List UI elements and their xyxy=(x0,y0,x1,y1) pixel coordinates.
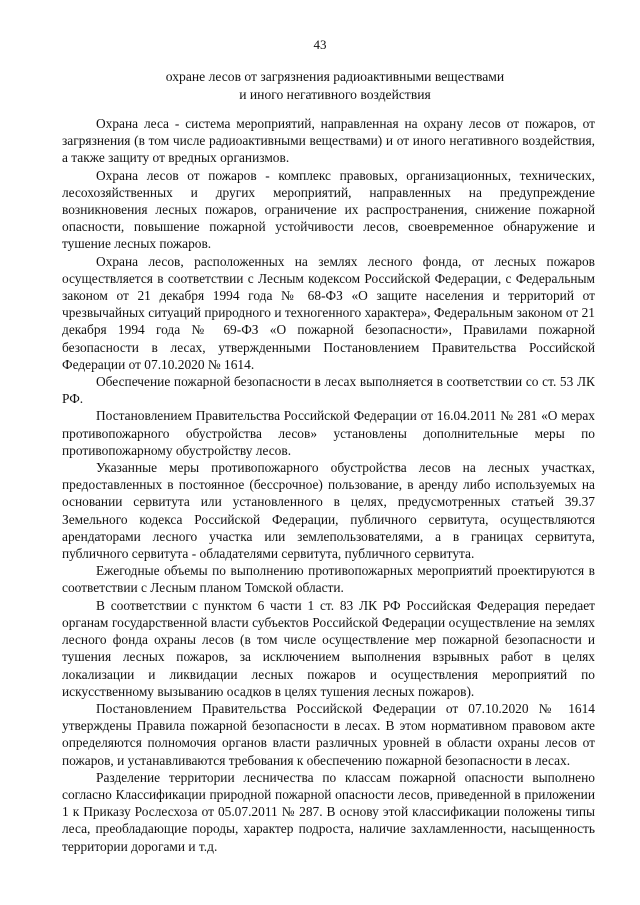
paragraph: Обеспечение пожарной безопасности в лесах выполняется в соответствии со ст. 53 ЛК РФ. xyxy=(62,374,595,407)
paragraph: Ежегодные объемы по выполнению противопожарных мероприятий проектируются в соответствии с Лесным планом Томской области. xyxy=(62,563,595,596)
section-title xyxy=(150,68,520,104)
paragraph: Разделение территории лесничества по классам пожарной опасности выполнено согласно Классификации природной пожарной опасности лесов, приведенной в приложении 1 к Приказу Рослесхоза от 05.07.2011 № 287. В основу этой классификации положены типы леса, преобладающие породы, характер подроста, наличие захламленности, насыщенность территории дорогами и т.д. xyxy=(62,769,595,854)
paragraph: Постановлением Правительства Российской Федерации от 07.10.2020 № 1614 утверждены Правила пожарной безопасности в лесах. В этом нормативном правовом акте определяются полномочия органов власти различных уровней в области охраны лесов от пожаров, и устанавливаются требования к обеспечению пожарной безопасности в лесах. xyxy=(62,700,595,768)
section-title-line: охране лесов от загрязнения радиоактивными веществами xyxy=(165,69,505,84)
paragraph: Охрана лесов от пожаров - комплекс правовых, организационных, технических, лесохозяйственных и других мероприятий, направленных на предупреждение возникновения лесных пожаров, ограничение их распространения, снижение пожарной опасности, повышение пожарной устойчивости лесов, своевременное обнаружение и тушение лесных пожаров. xyxy=(62,167,595,252)
paragraph: Охрана лесов, расположенных на землях лесного фонда, от лесных пожаров осуществляется в соответствии с Лесным кодексом Российской Федерации, с Федеральным законом от 21 декабря 1994 года № 68-ФЗ «О защите населения и территорий от чрезвычайных ситуаций природного и техногенного характера», Федеральным законом от 21 декабря 1994 года № 69-ФЗ «О пожарной безопасности», Правилами пожарной безопасности в лесах, утвержденными Постановлением Правительства Российской Федерации от 07.10.2020 № 1614. xyxy=(62,253,595,372)
paragraph: В соответствии с пунктом 6 части 1 ст. 83 ЛК РФ Российская Федерация передает органам государственной власти субъектов Российской Федерации осуществление на землях лесного фонда охраны лесов (в том числе осуществление мер пожарной безопасности и тушения лесных пожаров, за исключением выполнения взрывных работ в целях локализации и ликвидации лесных пожаров и осуществления мероприятий по искусственному вызыванию осадков в целях тушения лесных пожаров). xyxy=(62,597,595,699)
paragraph: Охрана леса - система мероприятий, направленная на охрану лесов от пожаров, от загрязнения (в том числе радиоактивными веществами) и от иного негативного воздействия, а также защиту от вредных организмов. xyxy=(62,116,595,166)
paragraph: Указанные меры противопожарного обустройства лесов на лесных участках, предоставленных в постоянное (бессрочное) пользование, в аренду либо используемых на основании сервитута или установленного в целях, предусмотренных статьей 39.37 Земельного кодекса Российской Федерации, публичного сервитута, осуществляются арендаторами лесного участка или землепользователями, а в границах сервитута, публичного сервитута - обладателями сервитута, публичного сервитута. xyxy=(62,460,595,562)
page-number: 43 xyxy=(313,37,327,52)
body-text xyxy=(62,115,595,855)
paragraph: Постановлением Правительства Российской Федерации от 16.04.2011 № 281 «О мерах противопожарного обустройства лесов» установлены дополнительные меры по противопожарному обустройству лесов. xyxy=(62,408,595,458)
section-title-line: и иного негативного воздействия xyxy=(239,87,431,102)
